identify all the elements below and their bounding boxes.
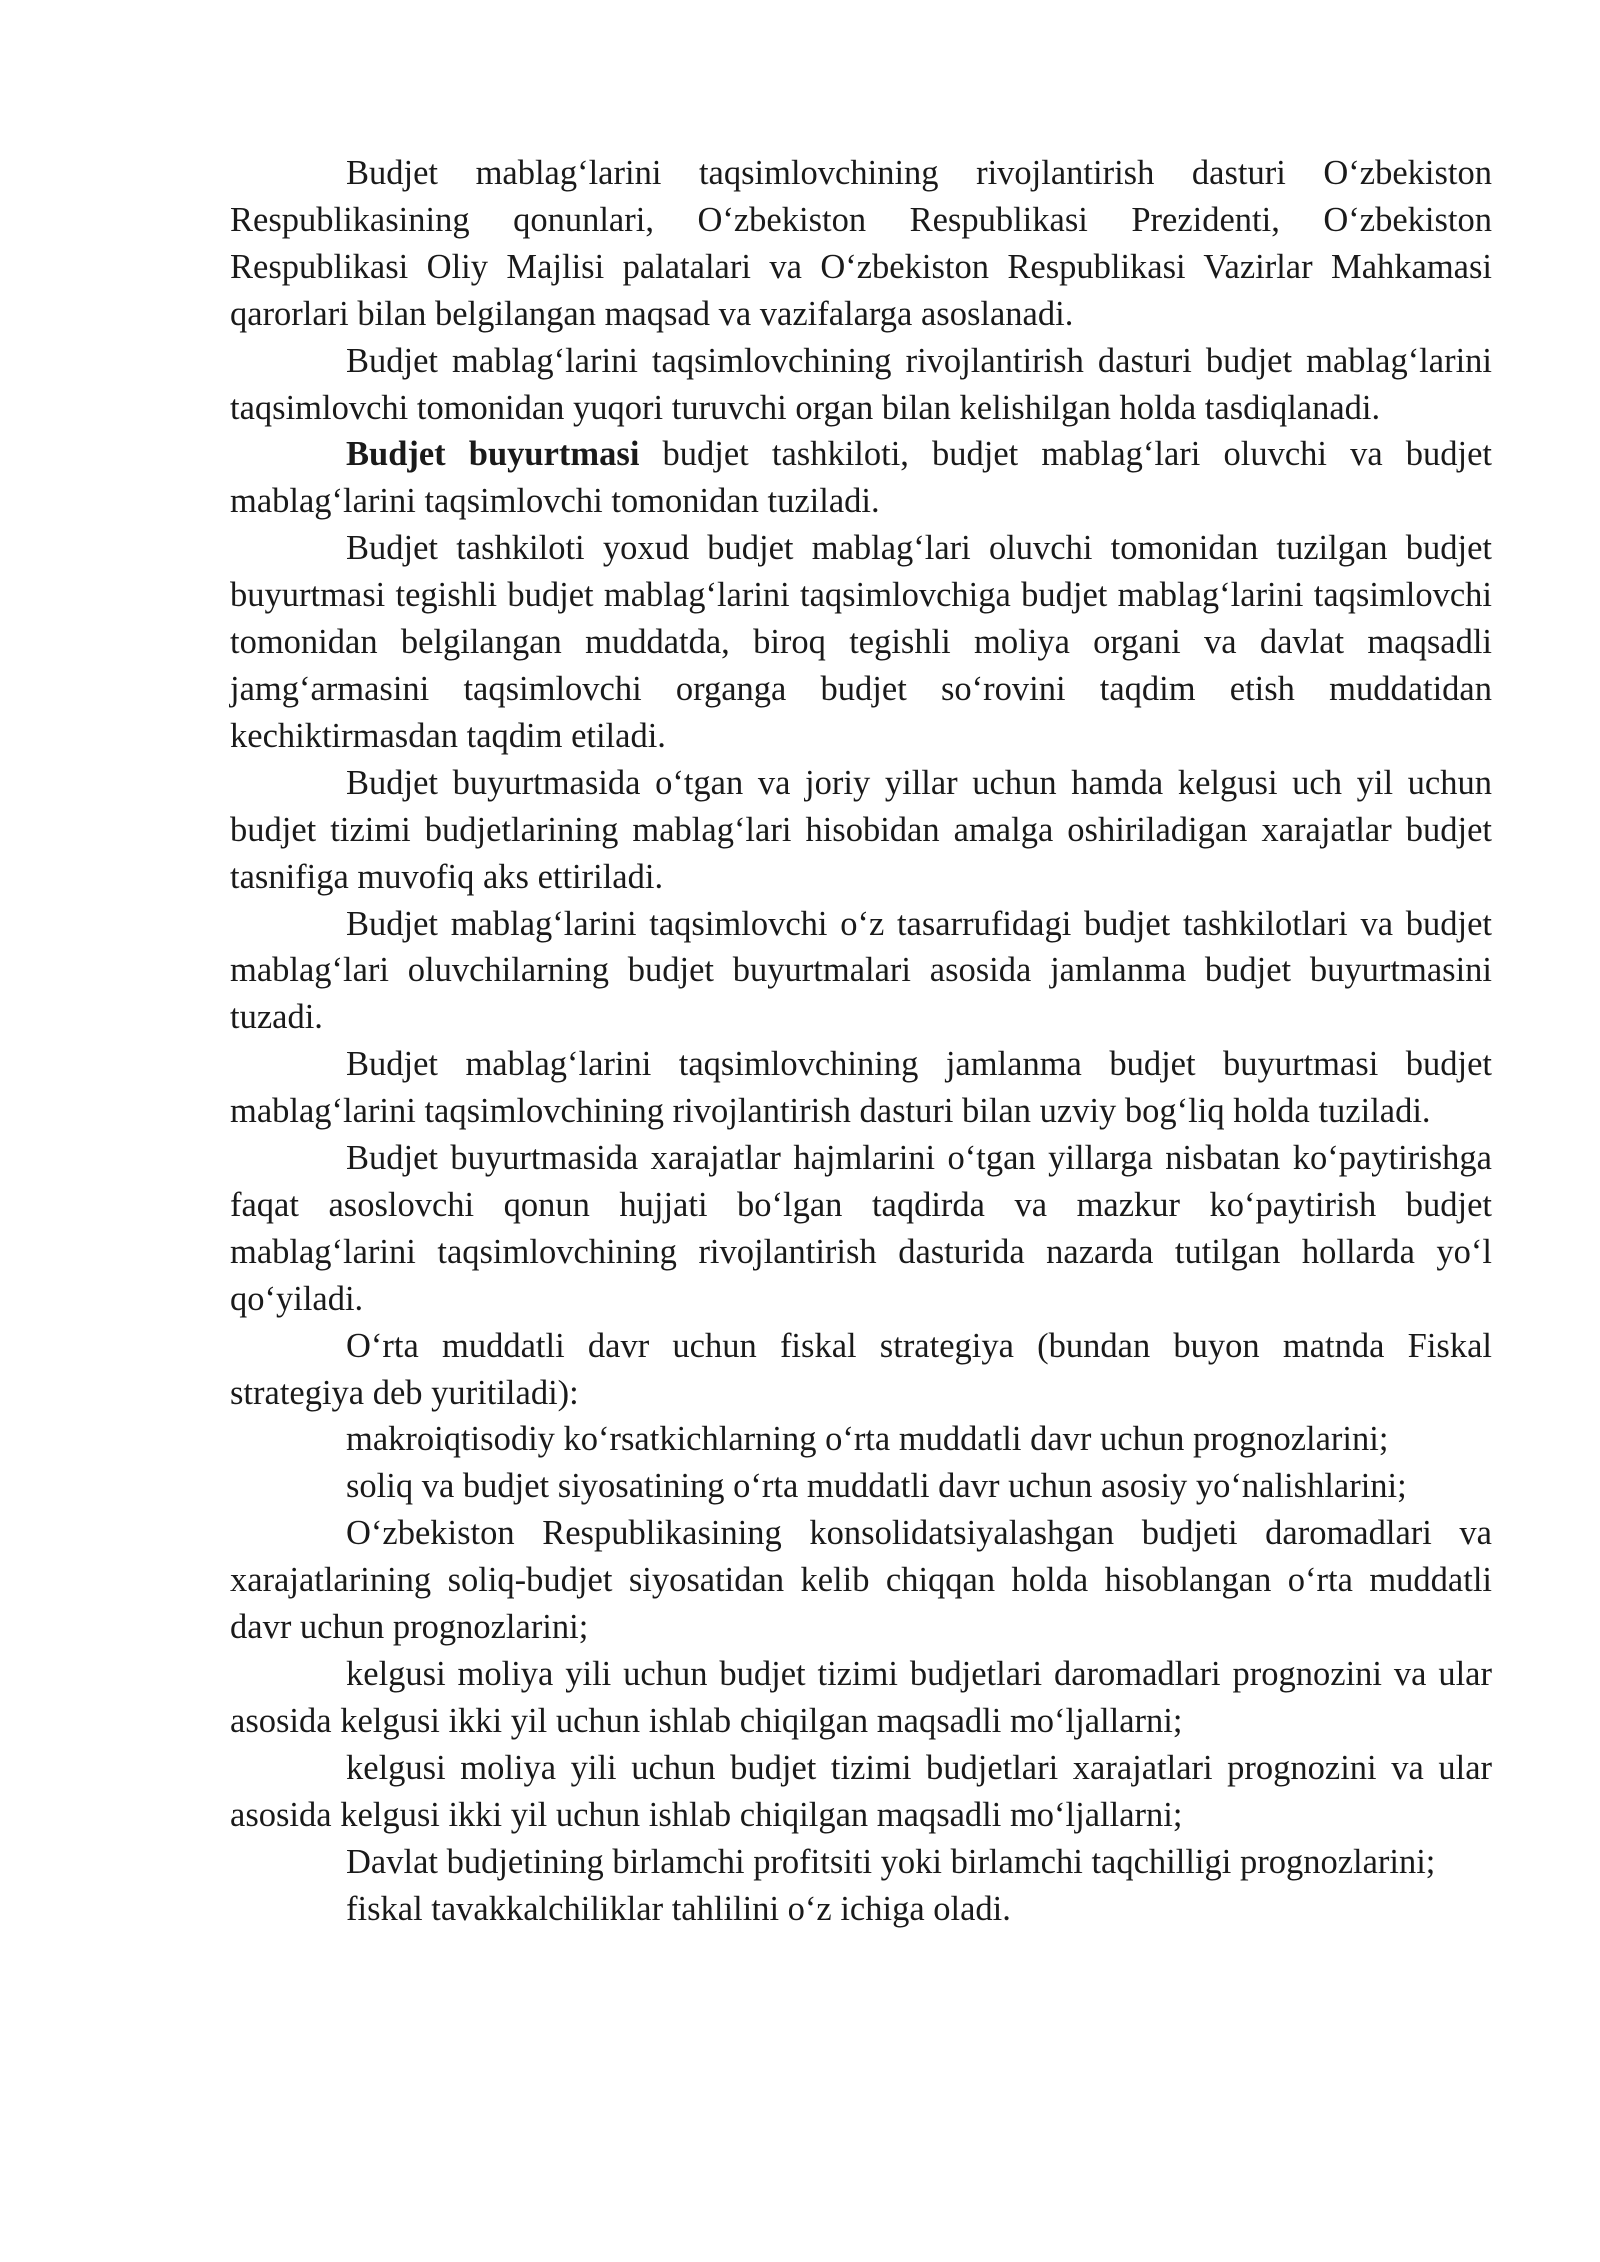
paragraph-fiscal-strategy-intro: O‘rta muddatli davr uchun fiskal strategiya (bundan buyon matnda Fiskal strategiya deb yuritiladi): [230, 1326, 1492, 1412]
document-page [230, 150, 1492, 1932]
paragraph-development-program-approval: Budjet mablag‘larini taqsimlovchining rivojlantirish dasturi budjet mablag‘larini taqsimlovchi tomonidan yuqori turuvchi organ bilan kelishilgan holda tasdiqlanadi. [230, 341, 1492, 427]
paragraph-budget-order-submission: Budjet tashkiloti yoxud budjet mablag‘lari oluvchi tomonidan tuzilgan budjet buyurtmasi tegishli budjet mablag‘larini taqsimlovchiga budjet mablag‘larini taqsimlovchi tomonidan belgilangan muddatda, biroq tegishli moliya organi va davlat maqsadli jamg‘armasini taqsimlovchi organga budjet so‘rovini taqdim etish muddatidan kechiktirmasdan taqdim etiladi. [230, 529, 1492, 755]
list-item-tax-budget-policy: soliq va budjet siyosatining o‘rta muddatli davr uchun asosiy yo‘nalishlarini; [346, 1467, 1407, 1506]
list-item-consolidated-budget-forecast: O‘zbekiston Respublikasining konsolidatsiyalashgan budjeti daromadlari va xarajatlarining soliq-budjet siyosatidan kelib chiqqan holda hisoblangan o‘rta muddatli davr uchun prognozlarini; [230, 1514, 1492, 1647]
list-item-macro-indicators: makroiqtisodiy ko‘rsatkichlarning o‘rta muddatli davr uchun prognozlarini; [346, 1420, 1389, 1459]
paragraph-consolidated-order-link: Budjet mablag‘larini taqsimlovchining jamlanma budjet buyurtmasi budjet mablag‘larini taqsimlovchining rivojlantirish dasturi bilan uzviy bog‘liq holda tuziladi. [230, 1045, 1492, 1131]
paragraph-development-program-basis: Budjet mablag‘larini taqsimlovchining rivojlantirish dasturi O‘zbekiston Respublikasining qonunlari, O‘zbekiston Respublikasi Prezidenti, O‘zbekiston Respublikasi Oliy Majlisi palatalari va O‘zbekiston Respublikasi Vazirlar Mahkamasi qarorlari bilan belgilangan maqsad va vazifalarga asoslanadi. [230, 154, 1492, 333]
paragraph-consolidated-order: Budjet mablag‘larini taqsimlovchi o‘z tasarrufidagi budjet tashkilotlari va budjet mablag‘lari oluvchilarning budjet buyurtmalari asosida jamlanma budjet buyurtmasini tuzadi. [230, 904, 1492, 1037]
paragraph-budget-order-definition-text: budjet tashkiloti, budjet mablag‘lari oluvchi va budjet mablag‘larini taqsimlovchi tomonidan tuziladi. [230, 435, 1492, 521]
term-budget-order: Budjet buyurtmasi [346, 435, 640, 474]
list-item-primary-balance: Davlat budjetining birlamchi profitsiti yoki birlamchi taqchilligi prognozlarini; [346, 1842, 1436, 1881]
list-item-revenue-forecast: kelgusi moliya yili uchun budjet tizimi budjetlari daromadlari prognozini va ular asosida kelgusi ikki yil uchun ishlab chiqilgan maqsadli mo‘ljallarni; [230, 1655, 1492, 1740]
paragraph-expense-increase: Budjet buyurtmasida xarajatlar hajmlarini o‘tgan yillarga nisbatan ko‘paytirishga faqat asoslovchi qonun hujjati bo‘lgan taqdirda va mazkur ko‘paytirish budjet mablag‘larini taqsimlovchining rivojlantirish dasturida nazarda tutilgan hollarda yo‘l qo‘yiladi. [230, 1139, 1492, 1318]
paragraph-budget-order-contents: Budjet buyurtmasida o‘tgan va joriy yillar uchun hamda kelgusi uch yil uchun budjet tizimi budjetlarining mablag‘lari hisobidan amalga oshiriladigan xarajatlar budjet tasnifiga muvofiq aks ettiriladi. [230, 763, 1492, 896]
list-item-expenditure-forecast: kelgusi moliya yili uchun budjet tizimi budjetlari xarajatlari prognozini va ular asosida kelgusi ikki yil uchun ishlab chiqilgan maqsadli mo‘ljallarni; [230, 1748, 1492, 1834]
list-item-fiscal-risks: fiskal tavakkalchiliklar tahlilini o‘z ichiga oladi. [346, 1889, 1011, 1928]
paragraph-budget-order-definition [230, 431, 1492, 525]
